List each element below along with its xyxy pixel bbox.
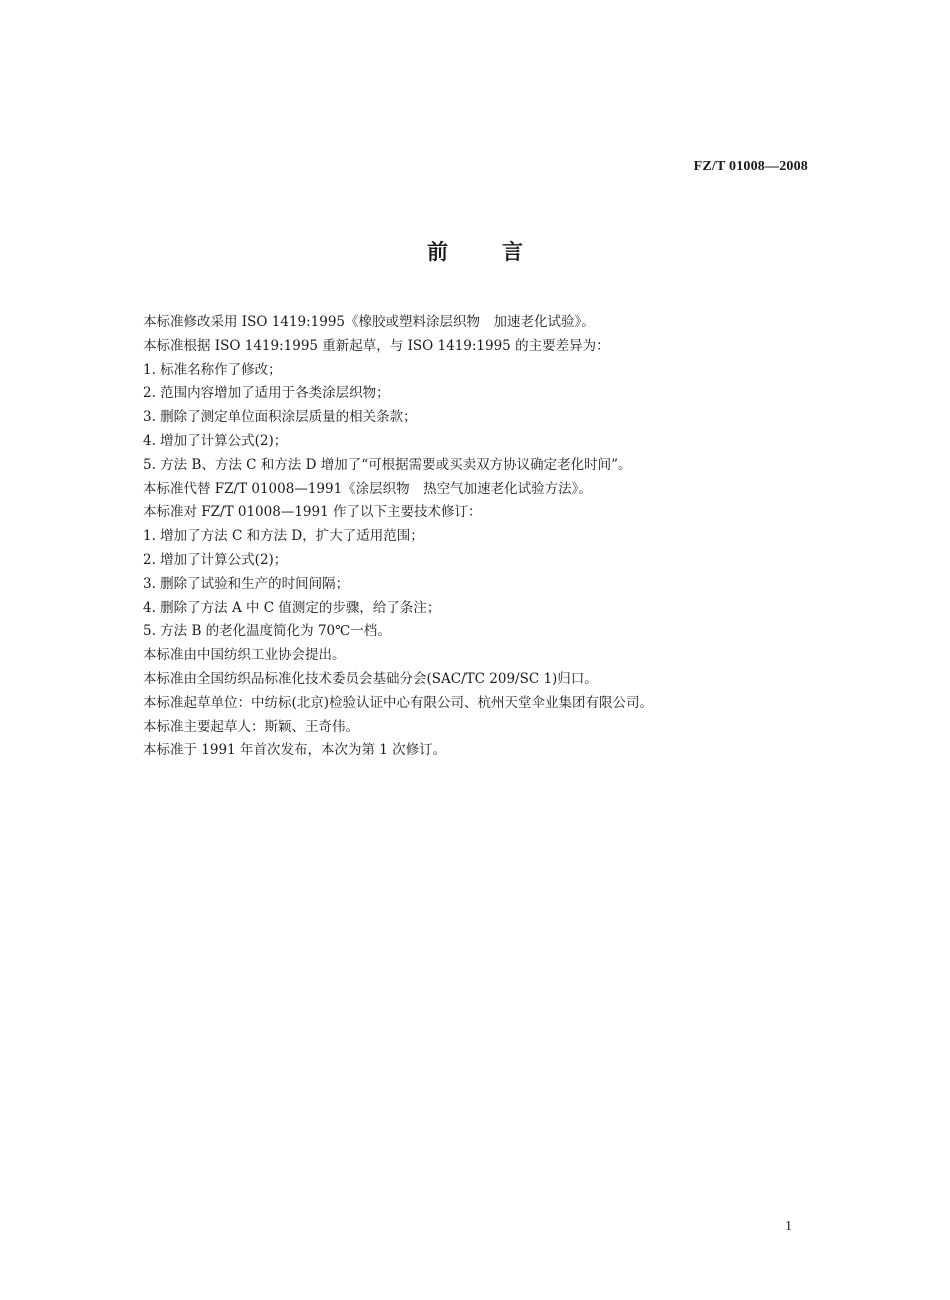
list-item: 3. 删除了测定单位面积涂层质量的相关条款； (143, 409, 417, 426)
list-item: 2. 增加了计算公式(2)； (143, 551, 288, 568)
text-line: 本标准由全国纺织品标准化技术委员会基础分会(SAC/TC 209/SC 1)归口。 (143, 670, 598, 687)
text-line: 本标准由中国纺织工业协会提出。 (143, 647, 346, 664)
list-item: 3. 删除了试验和生产的时间间隔； (143, 575, 350, 592)
text-line: 本标准对 FZ/T 01008—1991 作了以下主要技术修订： (143, 504, 482, 521)
text-line: 本标准根据 ISO 1419:1995 重新起草，与 ISO 1419:1995 的主要差异为： (143, 337, 610, 354)
list-item: 4. 增加了计算公式(2)； (143, 432, 288, 449)
text-line: 本标准代替 FZ/T 01008—1991《涂层织物 热空气加速老化试验方法》。 (143, 480, 592, 497)
text-line: 本标准主要起草人：斯颖、王奇伟。 (143, 718, 359, 735)
standard-code: FZ/T 01008—2008 (693, 159, 808, 174)
list-item: 2. 范围内容增加了适用于各类涂层织物； (143, 385, 390, 402)
body-text (143, 311, 823, 763)
list-item: 5. 方法 B 的老化温度简化为 70℃一档。 (143, 623, 391, 640)
list-item: 5. 方法 B、方法 C 和方法 D 增加了“可根据需要或买卖双方协议确定老化时间”。 (143, 456, 632, 473)
page-number: 1 (785, 1219, 792, 1234)
list-item: 1. 增加了方法 C 和方法 D，扩大了适用范围； (143, 528, 424, 545)
text-line: 本标准起草单位：中纺标(北京)检验认证中心有限公司、杭州天堂伞业集团有限公司。 (143, 694, 654, 711)
list-item: 4. 删除了方法 A 中 C 值测定的步骤，给了条注； (143, 599, 441, 616)
text-line: 本标准于 1991 年首次发布，本次为第 1 次修订。 (143, 742, 447, 759)
section-title: 前言 (427, 240, 577, 264)
list-item: 1. 标准名称作了修改； (143, 361, 282, 378)
text-line: 本标准修改采用 ISO 1419:1995《橡胶或塑料涂层织物 加速老化试验》。 (143, 314, 595, 330)
